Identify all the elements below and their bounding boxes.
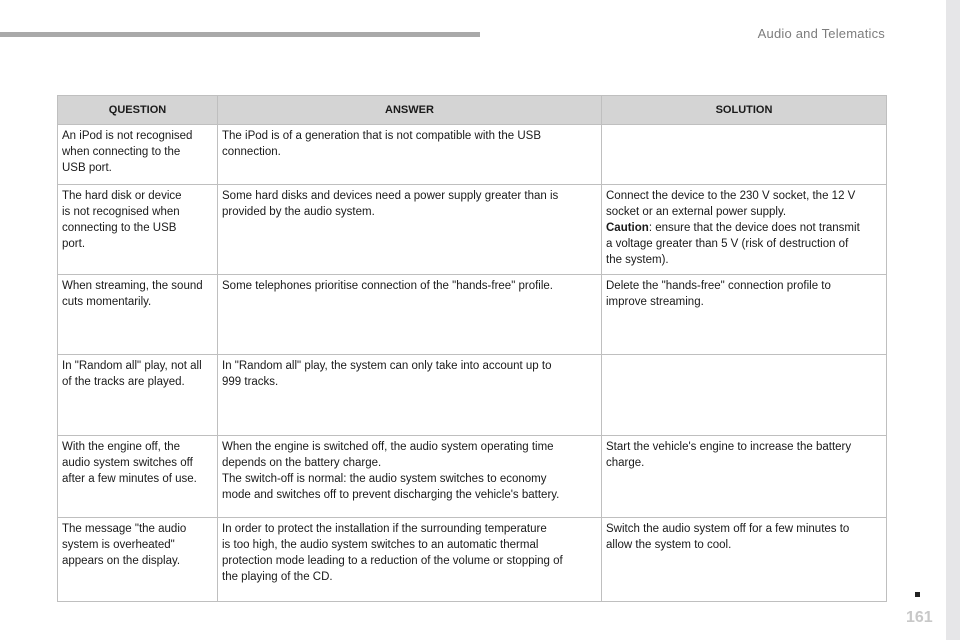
answer-line: When the engine is switched off, the audio system operating time bbox=[222, 441, 554, 453]
question-line: cuts momentarily. bbox=[62, 296, 152, 308]
question-line: after a few minutes of use. bbox=[62, 473, 197, 485]
solution-line: improve streaming. bbox=[606, 296, 704, 308]
answer-cell bbox=[218, 185, 602, 275]
question-cell bbox=[58, 436, 218, 518]
table-row bbox=[58, 355, 887, 436]
column-header-solution: SOLUTION bbox=[602, 96, 887, 125]
solution-line: a voltage greater than 5 V (risk of destruction of bbox=[606, 238, 849, 250]
solution-cell bbox=[602, 275, 887, 355]
question-line: With the engine off, the bbox=[62, 441, 181, 453]
column-header-question: QUESTION bbox=[58, 96, 218, 125]
question-line: An iPod is not recognised bbox=[62, 130, 193, 142]
question-line: when connecting to the bbox=[62, 146, 181, 158]
table-row bbox=[58, 518, 887, 602]
caution-text: : ensure that the device does not transmit bbox=[648, 222, 860, 234]
page-side-strip bbox=[946, 0, 960, 640]
caution-line bbox=[606, 220, 882, 236]
table-row bbox=[58, 275, 887, 355]
question-line: connecting to the USB bbox=[62, 222, 177, 234]
solution-line: allow the system to cool. bbox=[606, 539, 732, 551]
answer-line: The iPod is of a generation that is not compatible with the USB bbox=[222, 130, 541, 142]
table-row bbox=[58, 185, 887, 275]
solution-cell bbox=[602, 436, 887, 518]
solution-cell bbox=[602, 185, 887, 275]
question-cell bbox=[58, 185, 218, 275]
answer-line: Some telephones prioritise connection of the "hands-free" profile. bbox=[222, 280, 553, 292]
answer-line: Some hard disks and devices need a power supply greater than is bbox=[222, 190, 559, 202]
question-line: of the tracks are played. bbox=[62, 376, 185, 388]
question-line: system is overheated" bbox=[62, 539, 175, 551]
solution-cell bbox=[602, 125, 887, 185]
solution-line: charge. bbox=[606, 457, 645, 469]
answer-cell bbox=[218, 518, 602, 602]
caution-label: Caution bbox=[606, 222, 649, 234]
answer-cell bbox=[218, 275, 602, 355]
answer-line: mode and switches off to prevent discharging the vehicle's battery. bbox=[222, 489, 560, 501]
answer-cell bbox=[218, 355, 602, 436]
question-line: The hard disk or device bbox=[62, 190, 182, 202]
table-row bbox=[58, 436, 887, 518]
answer-line: connection. bbox=[222, 146, 281, 158]
answer-line: In order to protect the installation if the surrounding temperature bbox=[222, 523, 547, 535]
solution-line: Switch the audio system off for a few minutes to bbox=[606, 523, 850, 535]
solution-line: Connect the device to the 230 V socket, the 12 V bbox=[606, 190, 856, 202]
answer-cell bbox=[218, 436, 602, 518]
question-line: audio system switches off bbox=[62, 457, 193, 469]
answer-line: depends on the battery charge. bbox=[222, 457, 382, 469]
solution-line: socket or an external power supply. bbox=[606, 206, 787, 218]
column-header-answer: ANSWER bbox=[218, 96, 602, 125]
answer-line: the playing of the CD. bbox=[222, 571, 333, 583]
question-line: USB port. bbox=[62, 162, 112, 174]
question-line: port. bbox=[62, 238, 86, 250]
answer-line: 999 tracks. bbox=[222, 376, 279, 388]
solution-line: Delete the "hands-free" connection profile to bbox=[606, 280, 831, 292]
answer-line: In "Random all" play, the system can only take into account up to bbox=[222, 360, 552, 372]
answer-line: is too high, the audio system switches to an automatic thermal bbox=[222, 539, 539, 551]
question-cell bbox=[58, 355, 218, 436]
solution-line: Start the vehicle's engine to increase the battery bbox=[606, 441, 852, 453]
page-number: 161 bbox=[906, 609, 933, 626]
answer-line: protection mode leading to a reduction of the volume or stopping of bbox=[222, 555, 563, 567]
question-cell bbox=[58, 518, 218, 602]
answer-line: provided by the audio system. bbox=[222, 206, 375, 218]
header-rule bbox=[0, 32, 480, 37]
question-line: In "Random all" play, not all bbox=[62, 360, 202, 372]
solution-cell bbox=[602, 518, 887, 602]
question-line: The message "the audio bbox=[62, 523, 187, 535]
answer-line: The switch-off is normal: the audio system switches to economy bbox=[222, 473, 547, 485]
solution-line: the system). bbox=[606, 254, 669, 266]
troubleshooting-table bbox=[57, 95, 887, 602]
question-cell bbox=[58, 125, 218, 185]
question-line: is not recognised when bbox=[62, 206, 180, 218]
question-line: appears on the display. bbox=[62, 555, 181, 567]
section-title: Audio and Telematics bbox=[757, 26, 885, 41]
question-cell bbox=[58, 275, 218, 355]
question-line: When streaming, the sound bbox=[62, 280, 203, 292]
table-header-row bbox=[58, 96, 887, 125]
solution-cell bbox=[602, 355, 887, 436]
answer-cell bbox=[218, 125, 602, 185]
end-marker-square-icon bbox=[915, 592, 920, 597]
table-row bbox=[58, 125, 887, 185]
